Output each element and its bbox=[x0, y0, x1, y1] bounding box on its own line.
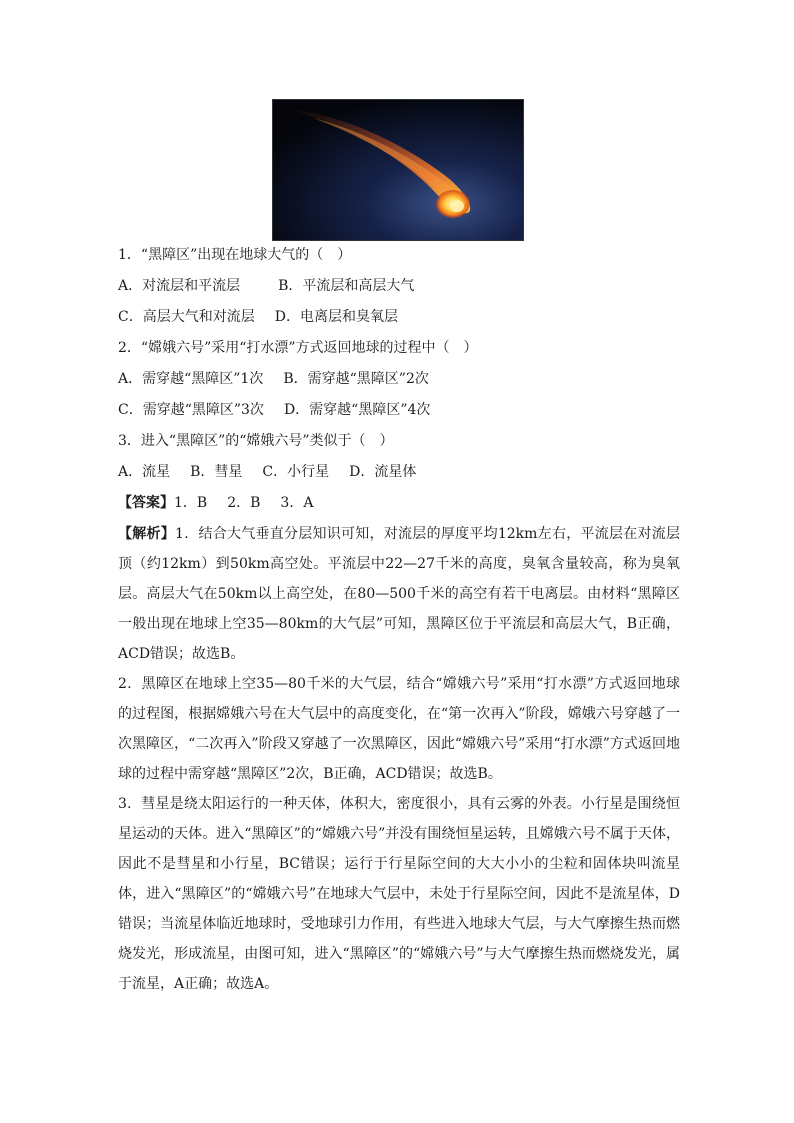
question-1-options-row-1 bbox=[118, 271, 680, 302]
analysis-paragraph-3: 3．彗星是绕太阳运行的一种天体，体积大，密度很小，具有云雾的外表。小行星是围绕恒星运动的天体。进入“黑障区”的“嫦娥六号”并没有围绕恒星运转，且嫦娥六号不属于天体，因此不是彗星和小行星，BC错误；运行于行星际空间的大大小小的尘粒和固体块叫流星体，进入“黑障区”的“嫦娥六号”在地球大气层中，未处于行星际空间，因此不是流星体，D错误；当流星体临近地球时，受地球引力作用，有些进入地球大气层，与大气摩擦生热而燃烧发光，形成流星，由图可知，进入“黑障区”的“嫦娥六号”与大气摩擦生热而燃烧发光，属于流星，A正确；故选A。 bbox=[118, 796, 680, 992]
question-3-option-d: D．流星体 bbox=[349, 464, 417, 480]
question-3-stem: 3．进入“黑障区”的“嫦娥六号”类似于（ ） bbox=[118, 433, 394, 449]
question-2-stem: 2．“嫦娥六号”采用“打水漂”方式返回地球的过程中（ ） bbox=[118, 340, 478, 356]
question-1-options-row-2 bbox=[118, 302, 680, 333]
answer-item-1: 1．B bbox=[174, 495, 208, 511]
question-3-option-a: A．流星 bbox=[118, 464, 171, 480]
question-1-option-c: C．高层大气和对流层 bbox=[118, 309, 255, 325]
question-1-option-a: A．对流层和平流层 bbox=[118, 278, 241, 294]
question-2-option-c: C．需穿越“黑障区”3次 bbox=[118, 402, 264, 418]
analysis-label: 【解析】 bbox=[118, 526, 176, 542]
answer-item-3: 3．A bbox=[280, 495, 314, 511]
question-3-option-c: C．小行星 bbox=[262, 464, 330, 480]
question-3-option-b: B．彗星 bbox=[190, 464, 243, 480]
question-2-options-row-2 bbox=[118, 395, 680, 426]
question-content bbox=[118, 240, 680, 999]
answer-label: 【答案】 bbox=[118, 495, 174, 511]
question-1-option-b: B．平流层和高层大气 bbox=[278, 278, 415, 294]
question-2-option-b: B．需穿越“黑障区”2次 bbox=[283, 371, 429, 387]
answer-item-2: 2．B bbox=[227, 495, 261, 511]
question-2-options-row-1 bbox=[118, 364, 680, 395]
question-3-options-row bbox=[118, 457, 680, 488]
analysis-text-1: 1．结合大气垂直分层知识可知，对流层的厚度平均12km左右，平流层在对流层顶（约12km）到50km高空处。平流层中22—27千米的高度，臭氧含量较高，称为臭氧层。高层大气在50km以上高空处，在80—500千米的高空有若干电离层。由材料“黑障区一般出现在地球上空35—80km的大气层”可知，黑障区位于平流层和高层大气，B正确，ACD错误；故选B。 bbox=[118, 526, 680, 662]
analysis-paragraph-2: 2．黑障区在地球上空35—80千米的大气层，结合“嫦娥六号”采用“打水漂”方式返回地球的过程图，根据嫦娥六号在大气层中的高度变化，在“第一次再入”阶段，嫦娥六号穿越了一次黑障区，“二次再入”阶段又穿越了一次黑障区，因此“嫦娥六号”采用“打水漂”方式返回地球的过程中需穿越“黑障区”2次，B正确，ACD错误；故选B。 bbox=[118, 676, 680, 782]
answer-line bbox=[118, 488, 680, 519]
question-2-option-d: D．需穿越“黑障区”4次 bbox=[283, 402, 431, 418]
fireball-illustration bbox=[273, 100, 523, 240]
question-1-stem: 1．“黑障区”出现在地球大气的（ ） bbox=[118, 247, 352, 263]
question-1-option-d: D．电离层和臭氧层 bbox=[274, 309, 398, 325]
analysis-paragraph-1 bbox=[118, 519, 680, 669]
spacecraft-reentry-image bbox=[272, 99, 524, 241]
question-2-option-a: A．需穿越“黑障区”1次 bbox=[118, 371, 264, 387]
